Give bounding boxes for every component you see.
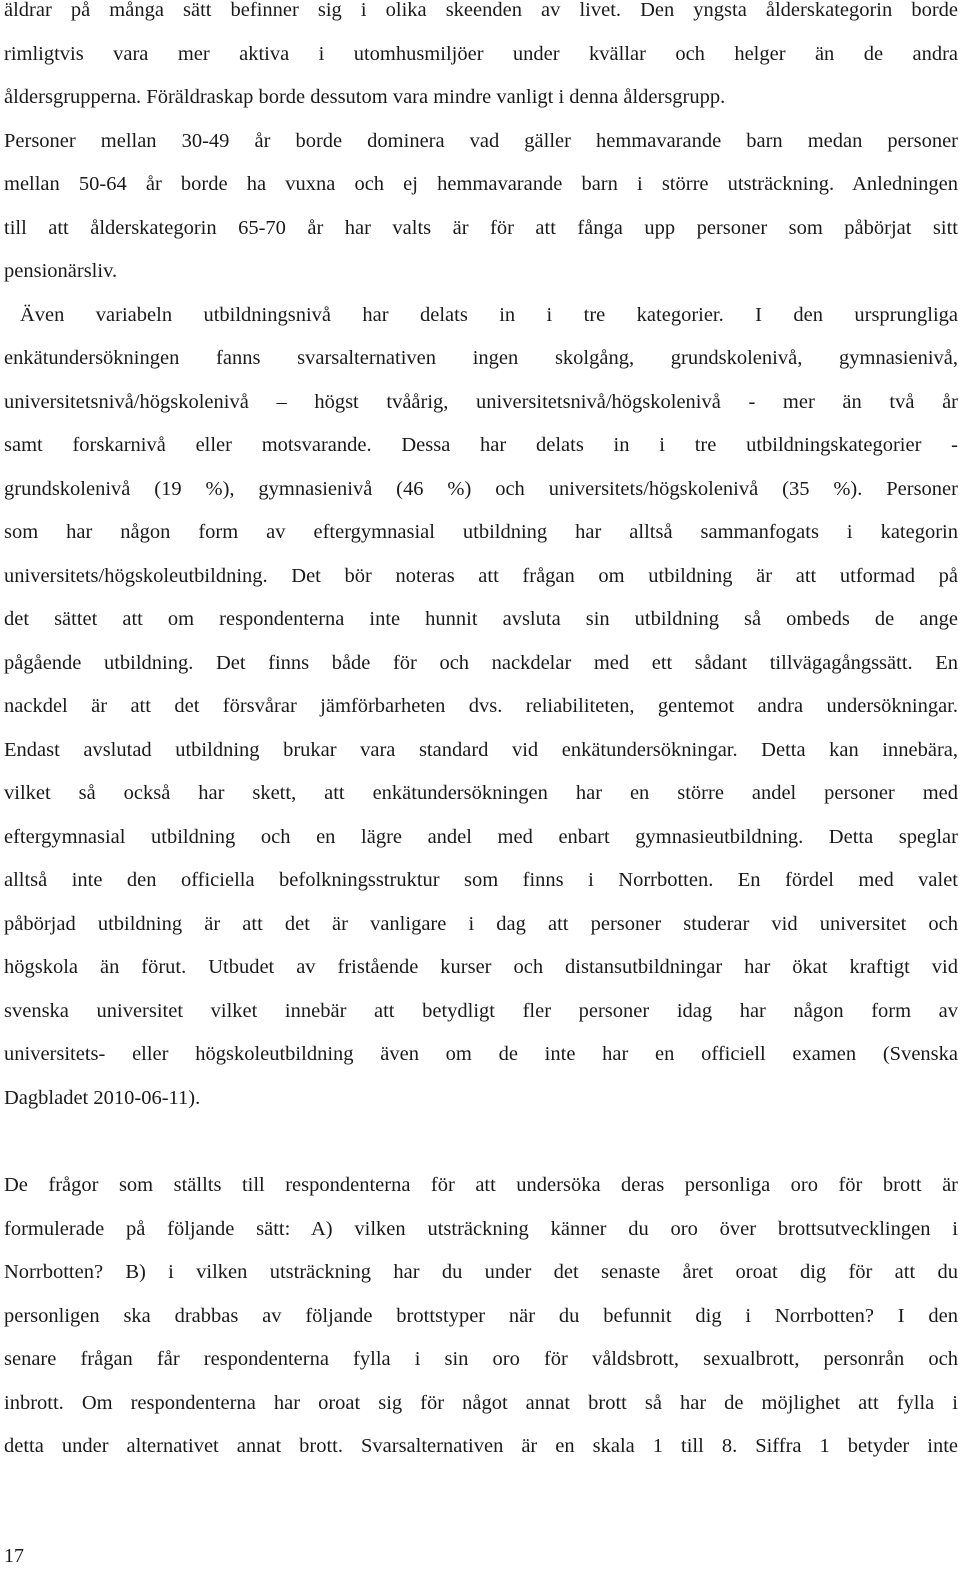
paragraph-2-line-11: Endast avslutad utbildning brukar vara standard vid enkätundersökningar. Detta kan innebära, <box>4 739 958 761</box>
paragraph-2-line-6: som har någon form av eftergymnasial utbildning har alltså sammanfogats i kategorin <box>4 521 958 543</box>
paragraph-1-line-2: rimligtvis vara mer aktiva i utomhusmiljöer under kvällar och helger än de andra <box>4 43 958 65</box>
paragraph-1-line-4: Personer mellan 30-49 år borde dominera vad gäller hemmavarande barn medan personer <box>4 130 958 152</box>
paragraph-2-line-4: samt forskarnivå eller motsvarande. Dessa har delats in i tre utbildningskategorier - <box>4 434 958 456</box>
paragraph-2-line-1: Även variabeln utbildningsnivå har delats in i tre kategorier. I den ursprungliga <box>20 304 958 326</box>
paragraph-3-line-3: Norrbotten? B) i vilken utsträckning har du under det senaste året oroat dig för att du <box>4 1261 958 1283</box>
paragraph-2-line-19: Dagbladet 2010-06-11). <box>4 1087 201 1109</box>
paragraph-1-line-3: åldersgrupperna. Föräldraskap borde dessutom vara mindre vanligt i denna åldersgrupp. <box>4 86 726 108</box>
paragraph-1-line-5: mellan 50-64 år borde ha vuxna och ej hemmavarande barn i större utsträckning. Anledningen <box>4 173 958 195</box>
paragraph-2-line-2: enkätundersökningen fanns svarsalternativen ingen skolgång, grundskolenivå, gymnasienivå, <box>4 347 958 369</box>
paragraph-3-line-4: personligen ska drabbas av följande brottstyper när du befunnit dig i Norrbotten? I den <box>4 1305 958 1327</box>
paragraph-2-line-13: eftergymnasial utbildning och en lägre andel med enbart gymnasieutbildning. Detta speglar <box>4 826 958 848</box>
paragraph-3-line-5: senare frågan får respondenterna fylla i sin oro för våldsbrott, sexualbrott, personrån och <box>4 1348 958 1370</box>
paragraph-2-line-15: påbörjad utbildning är att det är vanligare i dag att personer studerar vid universitet och <box>4 913 958 935</box>
paragraph-2-line-3: universitetsnivå/högskolenivå – högst tvåårig, universitetsnivå/högskolenivå - mer än två år <box>4 391 958 413</box>
paragraph-3-line-7: detta under alternativet annat brott. Svarsalternativen är en skala 1 till 8. Siffra 1 betyder inte <box>4 1435 958 1457</box>
page-number: 17 <box>4 1545 24 1567</box>
paragraph-3-line-6: inbrott. Om respondenterna har oroat sig för något annat brott så har de möjlighet att fylla i <box>4 1392 958 1414</box>
paragraph-2-line-8: det sättet att om respondenterna inte hunnit avsluta sin utbildning så ombeds de ange <box>4 608 958 630</box>
paragraph-2-line-14: alltså inte den officiella befolkningsstruktur som finns i Norrbotten. En fördel med valet <box>4 869 958 891</box>
paragraph-2-line-9: pågående utbildning. Det finns både för och nackdelar med ett sådant tillvägagångssätt. En <box>4 652 958 674</box>
paragraph-3-line-2: formulerade på följande sätt: A) vilken utsträckning känner du oro över brottsutvecklingen i <box>4 1218 958 1240</box>
paragraph-1-line-1: äldrar på många sätt befinner sig i olika skeenden av livet. Den yngsta ålderskategorin borde <box>4 0 958 21</box>
paragraph-1-line-6: till att ålderskategorin 65-70 år har valts är för att fånga upp personer som påbörjat sitt <box>4 217 958 239</box>
paragraph-2-line-7: universitets/högskoleutbildning. Det bör noteras att frågan om utbildning är att utformad på <box>4 565 958 587</box>
paragraph-3-line-1: De frågor som ställts till respondenterna för att undersöka deras personliga oro för brott är <box>4 1174 958 1196</box>
paragraph-2-line-10: nackdel är att det försvårar jämförbarheten dvs. reliabiliteten, gentemot andra undersökningar. <box>4 695 958 717</box>
paragraph-2-line-18: universitets- eller högskoleutbildning även om de inte har en officiell examen (Svenska <box>4 1043 958 1065</box>
paragraph-2-line-17: svenska universitet vilket innebär att betydligt fler personer idag har någon form av <box>4 1000 958 1022</box>
paragraph-2-line-5: grundskolenivå (19 %), gymnasienivå (46 %) och universitets/högskolenivå (35 %). Personer <box>4 478 958 500</box>
paragraph-2-line-16: högskola än förut. Utbudet av fristående kurser och distansutbildningar har ökat kraftigt vid <box>4 956 958 978</box>
paragraph-1-line-7: pensionärsliv. <box>4 260 118 282</box>
paragraph-2-line-12: vilket så också har skett, att enkätundersökningen har en större andel personer med <box>4 782 958 804</box>
